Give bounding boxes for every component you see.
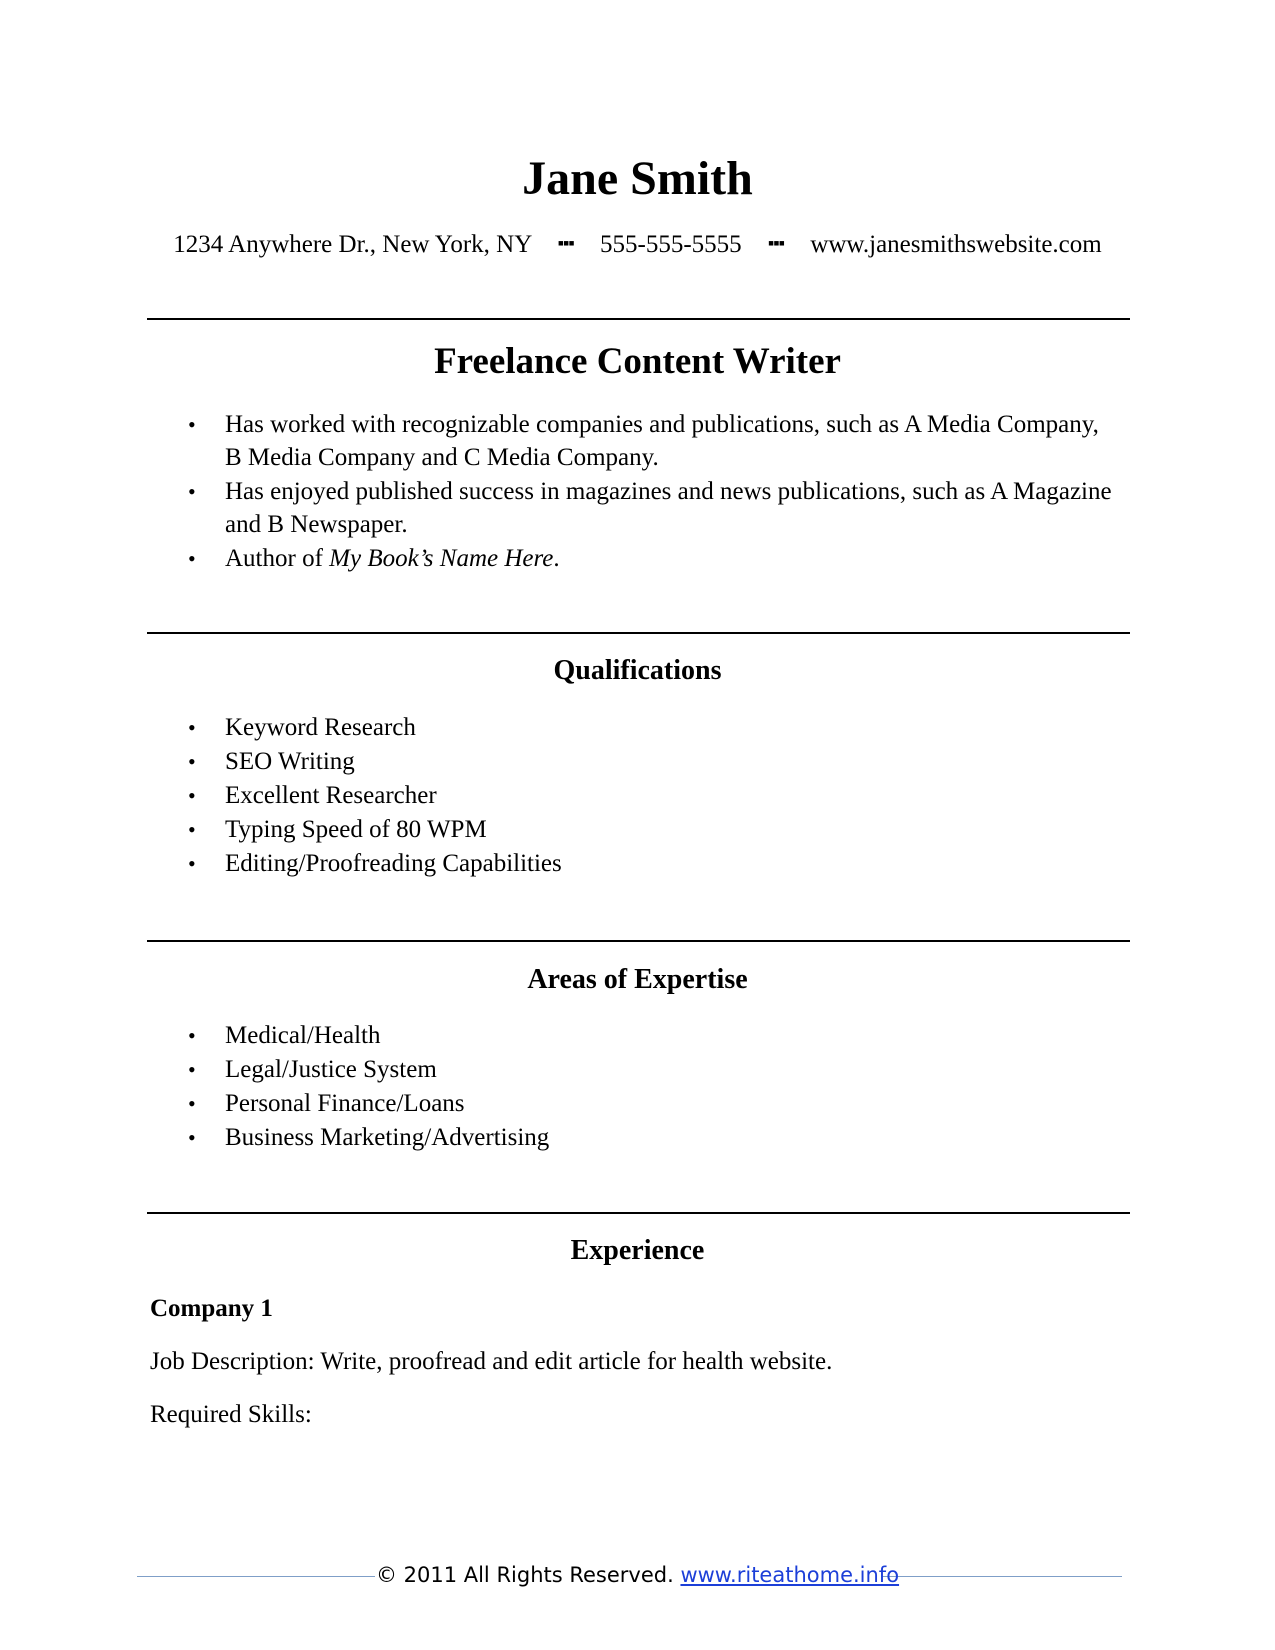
- list-item: • Has worked with recognizable companies and publications, such as A Media Company, B Media Company and C Media Company.: [0, 408, 1125, 474]
- bullet-icon: •: [188, 412, 196, 437]
- bullet-icon: •: [188, 479, 196, 504]
- section-divider: [147, 632, 1130, 634]
- bullet-icon: •: [188, 851, 196, 876]
- section-divider: [147, 1212, 1130, 1214]
- list-item: • Excellent Researcher: [0, 779, 1125, 812]
- list-item: • Editing/Proofreading Capabilities: [0, 847, 1125, 880]
- footer-link[interactable]: www.riteathome.info: [680, 1563, 900, 1587]
- list-item: • Author of My Book’s Name Here.: [0, 542, 1125, 575]
- list-item: • Business Marketing/Advertising: [0, 1121, 1125, 1154]
- list-item: • SEO Writing: [0, 745, 1125, 778]
- qualifications-list: [0, 711, 1125, 880]
- summary-title: Freelance Content Writer: [434, 341, 841, 382]
- section-divider: [147, 940, 1130, 942]
- list-item: • Has enjoyed published success in magazines and news publications, such as A Magazine and B Newspaper.: [0, 475, 1125, 541]
- bullet-icon: •: [188, 1091, 196, 1116]
- footer-copyright: © 2011 All Rights Reserved.: [375, 1563, 681, 1587]
- bullet-icon: •: [188, 1023, 196, 1048]
- footer: [0, 1560, 1275, 1590]
- contact-separator: ▪▪▪: [767, 233, 785, 253]
- list-item: • Personal Finance/Loans: [0, 1087, 1125, 1120]
- company-name: Company 1: [150, 1295, 273, 1322]
- job-description: Job Description: Write, proofread and edit article for health website.: [150, 1348, 833, 1375]
- list-item: • Medical/Health: [0, 1019, 1125, 1052]
- section-divider: [147, 318, 1130, 320]
- contact-line: [0, 228, 1275, 263]
- qualifications-title: Qualifications: [553, 655, 722, 686]
- bullet-icon: •: [188, 1057, 196, 1082]
- bullet-icon: •: [188, 749, 196, 774]
- book-title: My Book’s Name Here: [329, 545, 554, 572]
- required-skills: Required Skills:: [150, 1401, 312, 1428]
- expertise-list: [0, 1019, 1125, 1154]
- list-item: • Legal/Justice System: [0, 1053, 1125, 1086]
- bullet-icon: •: [188, 715, 196, 740]
- expertise-title: Areas of Expertise: [527, 964, 748, 995]
- contact-website: www.janesmithswebsite.com: [810, 231, 1102, 258]
- bullet-icon: •: [188, 1125, 196, 1150]
- list-item: • Keyword Research: [0, 711, 1125, 744]
- experience-title: Experience: [570, 1235, 705, 1266]
- list-item: • Typing Speed of 80 WPM: [0, 813, 1125, 846]
- bullet-icon: •: [188, 817, 196, 842]
- contact-address: 1234 Anywhere Dr., New York, NY: [173, 231, 532, 258]
- bullet-icon: •: [188, 546, 196, 571]
- contact-separator: ▪▪▪: [557, 233, 574, 253]
- bullet-icon: •: [188, 783, 196, 808]
- contact-phone: 555-555-5555: [600, 231, 742, 258]
- resume-name: Jane Smith: [522, 152, 753, 205]
- summary-list: [0, 408, 1125, 575]
